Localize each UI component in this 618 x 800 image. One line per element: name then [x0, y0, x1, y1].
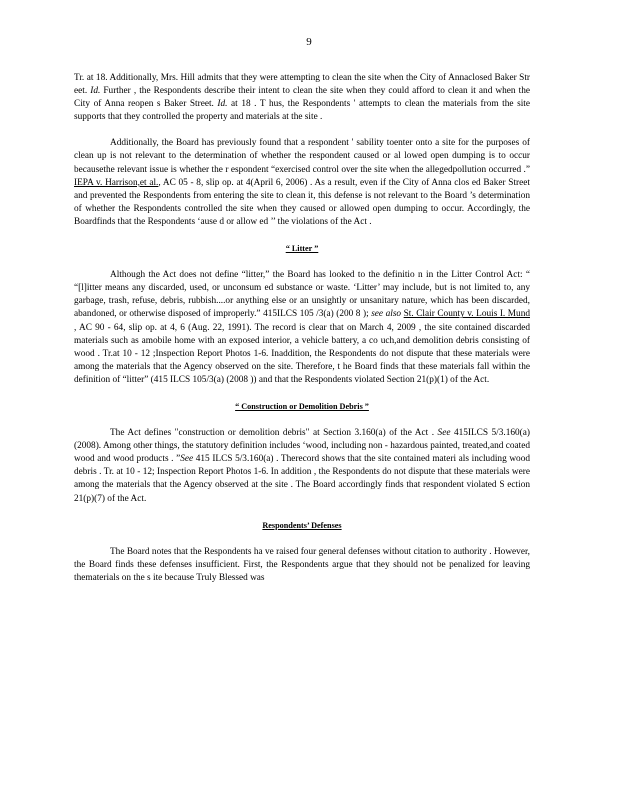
- italic-text: see also: [371, 309, 402, 320]
- underlined-text: Respondents’ Defenses: [262, 520, 342, 530]
- italic-text: Id.: [90, 86, 101, 97]
- text-run: Although the Act does not define “litter,” the Board has looked to the definitio n in the Litter Control Act: “ “[l]itter means any discarded, used, or unconsum ed substance or waste. ‘Litter’ may include, but is not limited to, any garbage, trash, refuse, debris, rubbish....or anything else or an unsightly or unsanitary nature, which has been discarded, abandoned, or otherwise disposed of improperly.” 415ILCS 105 /3(a) (200 8 );: [74, 270, 530, 320]
- section-heading: [74, 519, 530, 532]
- section-heading: [74, 242, 530, 255]
- italic-text: Id.: [217, 99, 228, 110]
- italic-text: See: [180, 454, 194, 465]
- text-run: 415 ILCS 5/3.160(a) . Therecord shows that the site contained materi als including wood debris . Tr. at 10 - 12; Inspection Report Photos 1-6. In addition , the Respondents do not dispute that these materials were among the materials that the Agency observed at the site . The Board accordingly finds that respondent violated S ection 21(p)(7) of the Act.: [74, 454, 530, 504]
- underlined-text: “ Construction or Demolition Debris ”: [235, 401, 369, 411]
- page-number: 9: [306, 36, 312, 48]
- text-run: , AC 90 - 64, slip op. at 4, 6 (Aug. 22, 1991). The record is clear that on March 4, 2009 , the site contained discarded materials such as amobile home with an exposed interior, a vehicle battery, a co uch,and demolition debris consisting of wood . Tr.at 10 - 12 ;Inspection Report Photos 1-6. Inaddition, the Respondents do not dispute that these materials were among the materials that the Agency observed on the site. Therefore, t he Board finds that these materials fall within the definition of “litter” (415 ILCS 105/3(a) (2008 )) and that the Respondents violated Section 21(p)(1) of the Act.: [74, 322, 530, 385]
- underlined-text: “ Litter ”: [285, 244, 319, 254]
- underlined-text: IEPA v. Harrison,et al.: [74, 177, 159, 188]
- section-heading: [74, 400, 530, 413]
- body-paragraph: [74, 269, 530, 387]
- document-body: [74, 72, 530, 598]
- text-run: , AC 05 - 8, slip op. at 4(April 6, 2006) . As a result, even if the City of Anna clos ed Baker Street and prevented the Respondents from entering the site to clean it, this defense is not relevant to the Board ’s determination of whether the Respondents controlled the site when they caused or allowed open dumping to occur. Accordingly, the Boardfinds that the Respondents ‘ause d or allow ed ’’ the violations of the Act .: [74, 177, 530, 227]
- text-run: Tr. at 18. Additionally, Mrs. Hill admits that they were attempting to clean the site when the City of Annaclosed Baker Str eet.: [74, 73, 530, 97]
- body-paragraph: [74, 546, 530, 585]
- text-run: at 18 . T hus, the Respondents ' attempts to clean the materials from the site supports that they controlled the property and materials at the site .: [74, 99, 530, 123]
- text-run: Additionally, the Board has previously found that a respondent ' sability toenter onto a site for the purposes of clean up is not relevant to the determination of whether the respondent caused or al lowed open dumping is to occur becausethe relevant issue is whether the r espondent “exercised control over the site when the allegedpollution occurred .”: [74, 138, 530, 175]
- text-run: The Act defines "construction or demolition debris" at Section 3.160(a) of the Act .: [110, 428, 438, 439]
- italic-text: See: [437, 428, 451, 439]
- underlined-text: St. Clair County v. Louis I. Mund: [403, 309, 530, 320]
- text-run: Further , the Respondents describe their intent to clean the site when they could afford to clean it and when the City of Anna reopen s Baker Street.: [74, 86, 530, 110]
- text-run: 415ILCS 5/3.160(a) (2008). Among other things, the statutory definition includes ‘wood, including non - hazardous painted, treated,and coated wood and wood products . ”: [74, 428, 530, 465]
- body-paragraph: [74, 72, 530, 124]
- body-paragraph: [74, 137, 530, 229]
- text-run: The Board notes that the Respondents ha ve raised four general defenses without citation to authority . However, the Board finds these defenses insufficient. First, the Respondents argue that they should not be penalized for leaving thematerials on the s ite because Truly Blessed was: [74, 546, 530, 583]
- body-paragraph: [74, 427, 530, 506]
